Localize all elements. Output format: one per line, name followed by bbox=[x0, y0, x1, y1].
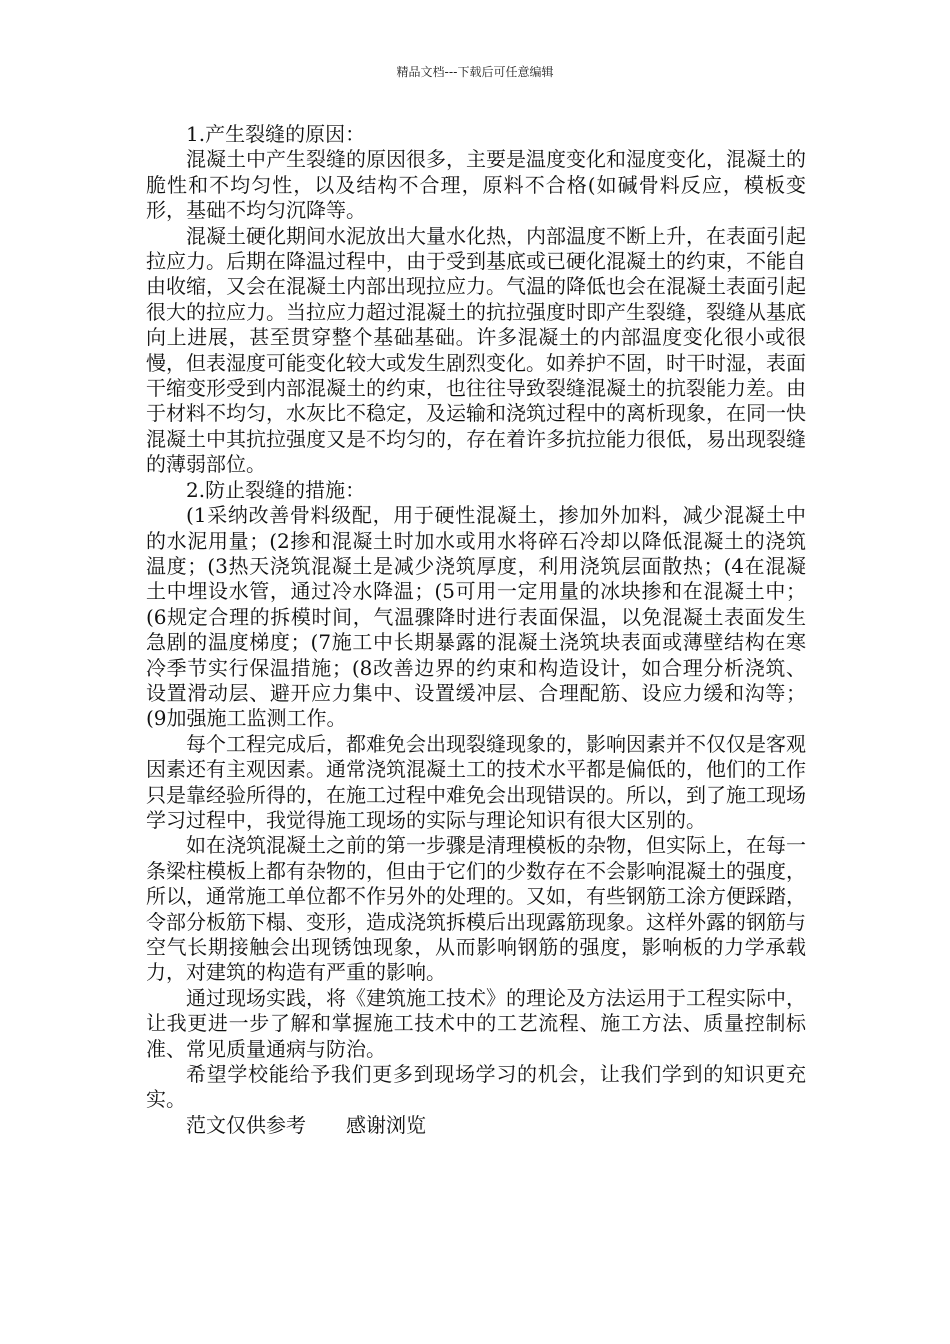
section-heading-causes: 1.产生裂缝的原因： bbox=[186, 122, 366, 146]
section-heading-prevention: 2.防止裂缝的措施： bbox=[186, 477, 366, 502]
closing-note: 范文仅供参考 感谢浏览 bbox=[186, 1112, 426, 1137]
paragraph-hope: 希望学校能给予我们更多到现场学习的机会，让我们学到的知识更充实。 bbox=[146, 1062, 806, 1112]
paragraph-causes-overview: 混凝土中产生裂缝的原因很多，主要是温度变化和湿度变化，混凝土的脆性和不均匀性，以及结构不合理，原料不合格(如碱骨料反应，模板变形，基础不均匀沉降等。 bbox=[146, 147, 806, 223]
paragraph-influencing-factors: 每个工程完成后，都难免会出现裂缝现象的，影响因素并不仅仅是客观因素还有主观因素。通常浇筑混凝土工的技术水平都是偏低的，他们的工作只是靠经验所得的，在施工过程中难免会出现错误的。所以，到了施工现场学习过程中，我觉得施工现场的实际与理论知识有很大区别的。 bbox=[146, 731, 806, 832]
page-header: 精品文档---下载后可任意编辑 bbox=[396, 65, 554, 79]
paragraph-site-example: 如在浇筑混凝土之前的第一步骤是清理模板的杂物，但实际上，在每一条梁柱模板上都有杂物的，但由于它们的少数存在不会影响混凝土的强度，所以，通常施工单位都不作另外的处理的。又如，有些钢筋工涂方便踩踏，令部分板筋下榻、变形，造成浇筑拆模后出现露筋现象。这样外露的钢筋与空气长期接触会出现锈蚀现象，从而影响钢筋的强度，影响板的力学承载力，对建筑的构造有严重的影响。 bbox=[146, 833, 806, 985]
paragraph-prevention-measures: (1采纳改善骨料级配，用于硬性混凝土，掺加外加料，减少混凝土中的水泥用量；(2掺和混凝土时加水或用水将碎石冷却以降低混凝土的浇筑温度；(3热天浇筑混凝土是减少浇筑厚度，利用浇筑层面散热；(4在混凝土中埋设水管，通过冷水降温；(5可用一定用量的冰块掺和在混凝土中；(6规定合理的拆模时间，气温骤降时进行表面保温，以免混凝土表面发生急剧的温度梯度；(7施工中长期暴露的混凝土浇筑块表面或薄壁结构在寒冷季节实行保温措施；(8改善边界的约束和构造设计，如合理分析浇筑、设置滑动层、避开应力集中、设置缓冲层、合理配筋、设应力缓和沟等；(9加强施工监测工作。 bbox=[146, 503, 806, 731]
document-body bbox=[146, 122, 806, 1138]
paragraph-temperature-stress: 混凝土硬化期间水泥放出大量水化热，内部温度不断上升，在表面引起拉应力。后期在降温过程中，由于受到基底或已硬化混凝土的约束，不能自由收缩，又会在混凝土内部出现拉应力。气温的降低也会在混凝土表面引起很大的拉应力。当拉应力超过混凝土的抗拉强度时即产生裂缝，裂缝从基底向上进展，甚至贯穿整个基础基础。许多混凝土的内部温度变化很小或很慢，但表湿度可能变化较大或发生剧烈变化。如养护不固，时干时湿，表面干缩变形受到内部混凝土的约束，也往往导致裂缝混凝土的抗裂能力差。由于材料不均匀，水灰比不稳定，及运输和浇筑过程中的离析现象，在同一快混凝土中其抗拉强度又是不均匀的，存在着许多抗拉能力很低，易出现裂缝的薄弱部位。 bbox=[146, 223, 806, 477]
paragraph-practice-summary: 通过现场实践，将《建筑施工技术》的理论及方法运用于工程实际中，让我更进一步了解和掌握施工技术中的工艺流程、施工方法、质量控制标准、常见质量通病与防治。 bbox=[146, 985, 806, 1061]
